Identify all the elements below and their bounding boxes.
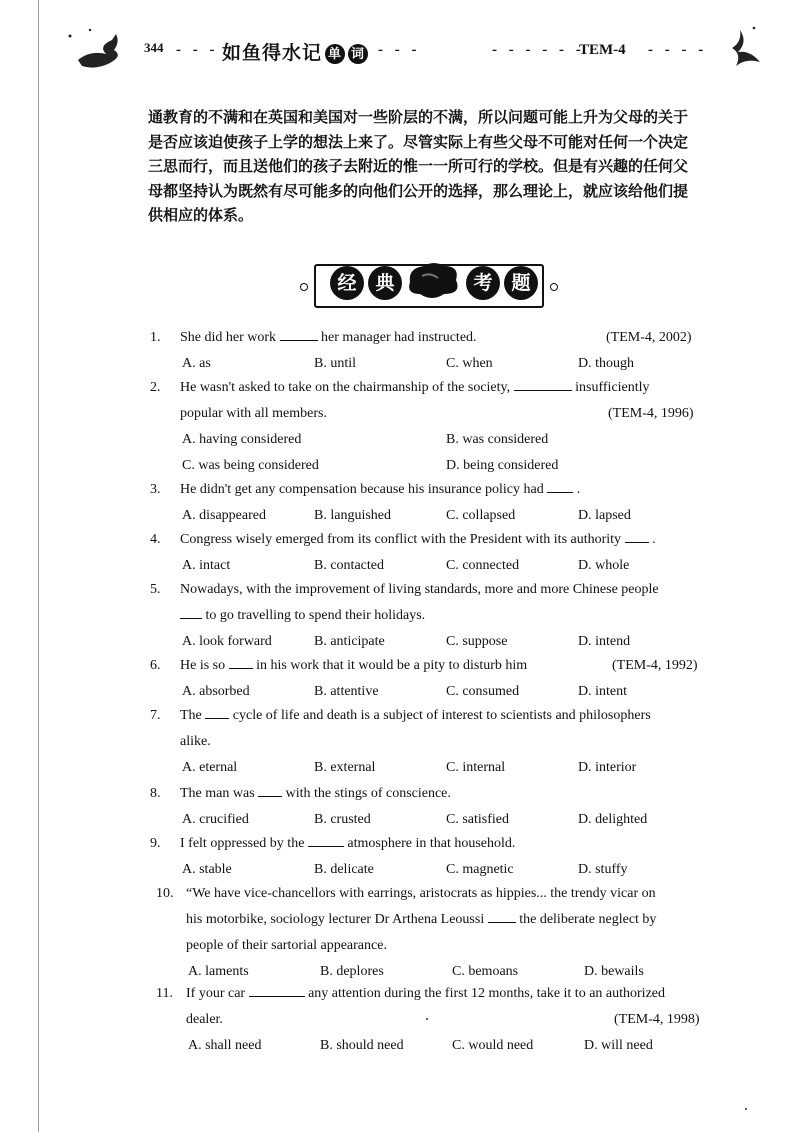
answer-blank[interactable] — [229, 658, 253, 669]
stem-text: . — [648, 532, 656, 547]
answer-option[interactable]: C. consumed — [446, 684, 520, 699]
stem-text: He is so — [180, 658, 229, 673]
answer-blank[interactable] — [625, 532, 649, 543]
answer-option[interactable]: C. magnetic — [446, 862, 514, 877]
exam-source: (TEM-4, 2002) — [606, 330, 692, 345]
question-stem-line — [180, 582, 659, 598]
answer-option[interactable]: D. stuffy — [578, 862, 628, 877]
question-stem-line — [186, 938, 387, 954]
scan-speck — [426, 1018, 428, 1020]
question-stem-line — [186, 886, 656, 902]
answer-option[interactable]: B. contacted — [314, 558, 384, 573]
answer-option[interactable]: A. eternal — [182, 760, 238, 775]
answer-option[interactable]: B. deplores — [320, 964, 384, 979]
bird-decoration-icon — [60, 26, 130, 76]
answer-option[interactable]: C. satisfied — [446, 812, 509, 827]
title-badge-2: 词 — [348, 44, 368, 64]
title-badge-1: 单 — [325, 44, 345, 64]
book-title-text: 如鱼得水记 — [222, 43, 323, 64]
stem-text: He wasn't asked to take on the chairmanship of the society, — [180, 380, 514, 395]
banner-badge: 典 — [368, 266, 402, 300]
answer-option[interactable]: A. look forward — [182, 634, 272, 649]
paragraph-line: 三思而行，而且送他们的孩子去附近的惟一一所可行的学校。但是有兴趣的任何父 — [148, 159, 689, 175]
answer-option[interactable]: B. attentive — [314, 684, 379, 699]
answer-option[interactable]: A. absorbed — [182, 684, 250, 699]
chinese-translation-paragraph — [148, 106, 716, 229]
exam-source: (TEM-4, 1998) — [614, 1012, 700, 1027]
banner-badge: 题 — [504, 266, 538, 300]
stem-text: alike. — [180, 734, 211, 749]
answer-option[interactable]: B. anticipate — [314, 634, 385, 649]
answer-blank[interactable] — [488, 912, 516, 923]
answer-option[interactable]: D. will need — [584, 1038, 653, 1053]
question-number: 3. — [150, 482, 161, 497]
page-header — [60, 32, 770, 72]
answer-option[interactable]: B. crusted — [314, 812, 371, 827]
question-stem-line — [180, 406, 327, 422]
answer-option[interactable]: C. internal — [446, 760, 506, 775]
answer-option[interactable]: C. connected — [446, 558, 520, 573]
paragraph-line: 供相应的体系。 — [148, 208, 254, 224]
answer-option[interactable]: B. was considered — [446, 432, 549, 447]
question-stem-line — [180, 482, 580, 498]
question-stem-line — [186, 912, 656, 928]
answer-option[interactable]: B. until — [314, 356, 357, 371]
answer-option[interactable]: A. crucified — [182, 812, 249, 827]
question-number: 10. — [156, 886, 174, 901]
stem-text: . — [573, 482, 581, 497]
question-number: 5. — [150, 582, 161, 597]
answer-option[interactable]: C. was being considered — [182, 458, 319, 473]
answer-option[interactable]: C. suppose — [446, 634, 508, 649]
question-stem-line — [180, 532, 656, 548]
question-stem-line — [186, 1012, 223, 1028]
answer-option[interactable]: B. should need — [320, 1038, 404, 1053]
stem-text: I felt oppressed by the — [180, 836, 308, 851]
header-rule: - - - — [176, 42, 219, 58]
flourish-decoration-icon — [720, 22, 770, 76]
banner-bullet — [550, 283, 558, 291]
answer-blank[interactable] — [258, 786, 282, 797]
header-rule: - - - - - - — [492, 42, 585, 58]
stem-text: Congress wisely emerged from its conflict with the President with its authority — [180, 532, 625, 547]
answer-option[interactable]: D. intend — [578, 634, 631, 649]
stem-text: popular with all members. — [180, 406, 327, 421]
exam-tag: TEM-4 — [579, 42, 626, 58]
question-stem-line — [180, 786, 451, 802]
stem-text: the deliberate neglect by — [515, 912, 657, 927]
header-rule: - - - - — [648, 42, 708, 58]
ink-blot-icon — [404, 260, 462, 300]
answer-blank[interactable] — [514, 380, 572, 391]
banner-badge: 考 — [466, 266, 500, 300]
answer-blank[interactable] — [249, 986, 305, 997]
question-stem-line — [180, 734, 211, 750]
question-number: 4. — [150, 532, 161, 547]
answer-blank[interactable] — [547, 482, 573, 493]
stem-text: to go travelling to spend their holidays. — [202, 608, 426, 623]
stem-text: with the stings of conscience. — [282, 786, 451, 801]
answer-blank[interactable] — [280, 330, 318, 341]
answer-option[interactable]: C. collapsed — [446, 508, 516, 523]
page-number: 344 — [144, 40, 164, 55]
answer-option[interactable]: D. bewails — [584, 964, 644, 979]
stem-text: “We have vice-chancellors with earrings, aristocrats as hippies... the trendy vicar on — [186, 886, 656, 901]
question-stem-line — [180, 836, 515, 852]
stem-text: any attention during the first 12 months, take it to an authorized — [304, 986, 665, 1001]
question-number: 11. — [156, 986, 173, 1001]
answer-option[interactable]: A. laments — [188, 964, 249, 979]
stem-text: The man was — [180, 786, 259, 801]
question-stem-line — [180, 608, 425, 624]
paragraph-line: 是否应该迫使孩子上学的想法上来了。尽管实际上有些父母不可能对任何一个决定 — [148, 134, 689, 151]
question-stem-line — [180, 330, 477, 346]
stem-text: He didn't get any compensation because his insurance policy had — [180, 482, 548, 497]
question-stem-line — [186, 986, 665, 1002]
stem-text: dealer. — [186, 1012, 223, 1027]
answer-option[interactable]: C. would need — [452, 1038, 534, 1053]
answer-option[interactable]: C. bemoans — [452, 964, 519, 979]
answer-option[interactable]: A. shall need — [188, 1038, 262, 1053]
banner-bullet — [300, 283, 308, 291]
answer-option[interactable]: A. intact — [182, 558, 231, 573]
question-number: 1. — [150, 330, 161, 345]
question-number: 6. — [150, 658, 161, 673]
answer-option[interactable]: D. being considered — [446, 458, 559, 473]
question-stem-line — [180, 658, 527, 674]
answer-option[interactable]: D. interior — [578, 760, 637, 775]
stem-text: in his work that it would be a pity to disturb him — [252, 658, 528, 673]
stem-text: cycle of life and death is a subject of interest to scientists and philosophers — [229, 708, 651, 723]
scan-speck — [745, 1108, 747, 1110]
question-number: 9. — [150, 836, 161, 851]
stem-text: insufficiently — [571, 380, 650, 395]
answer-option[interactable]: D. intent — [578, 684, 627, 699]
stem-text: people of their sartorial appearance. — [186, 938, 387, 953]
question-number: 7. — [150, 708, 161, 723]
answer-blank[interactable] — [180, 608, 202, 619]
answer-blank[interactable] — [308, 836, 344, 847]
paragraph-line: 母都坚持认为既然有尽可能多的向他们公开的选择，那么理论上，就应该给他们提 — [148, 183, 689, 200]
stem-text: atmosphere in that household. — [343, 836, 516, 851]
answer-option[interactable]: A. having considered — [182, 432, 302, 447]
banner-badge: 经 — [330, 266, 364, 300]
answer-blank[interactable] — [205, 708, 229, 719]
header-rule: - - - — [378, 42, 421, 58]
exam-source: (TEM-4, 1996) — [608, 406, 694, 421]
answer-option[interactable]: A. disappeared — [182, 508, 266, 523]
book-title — [222, 38, 368, 65]
answer-option[interactable]: D. whole — [578, 558, 630, 573]
stem-text: She did her work — [180, 330, 280, 345]
stem-text: If your car — [186, 986, 249, 1001]
question-stem-line — [180, 380, 650, 396]
answer-option[interactable]: D. though — [578, 356, 634, 371]
answer-option[interactable]: C. when — [446, 356, 493, 371]
stem-text: his motorbike, sociology lecturer Dr Arthena Leoussi — [186, 912, 488, 927]
question-stem-line — [180, 708, 651, 724]
answer-option[interactable]: B. external — [314, 760, 376, 775]
answer-option[interactable]: A. stable — [182, 862, 232, 877]
page-edge — [38, 0, 39, 1132]
stem-text: her manager had instructed. — [317, 330, 477, 345]
question-number: 2. — [150, 380, 161, 395]
answer-option[interactable]: D. lapsed — [578, 508, 631, 523]
answer-option[interactable]: B. delicate — [314, 862, 374, 877]
question-number: 8. — [150, 786, 161, 801]
classic-exam-banner — [300, 258, 560, 308]
stem-text: The — [180, 708, 206, 723]
stem-text: Nowadays, with the improvement of living standards, more and more Chinese people — [180, 582, 659, 597]
answer-option[interactable]: A. as — [182, 356, 211, 371]
paragraph-line: 通教育的不满和在英国和美国对一些阶层的不满，所以问题可能上升为父母的关于 — [148, 110, 689, 126]
exam-source: (TEM-4, 1992) — [612, 658, 698, 673]
answer-option[interactable]: B. languished — [314, 508, 391, 523]
answer-option[interactable]: D. delighted — [578, 812, 648, 827]
